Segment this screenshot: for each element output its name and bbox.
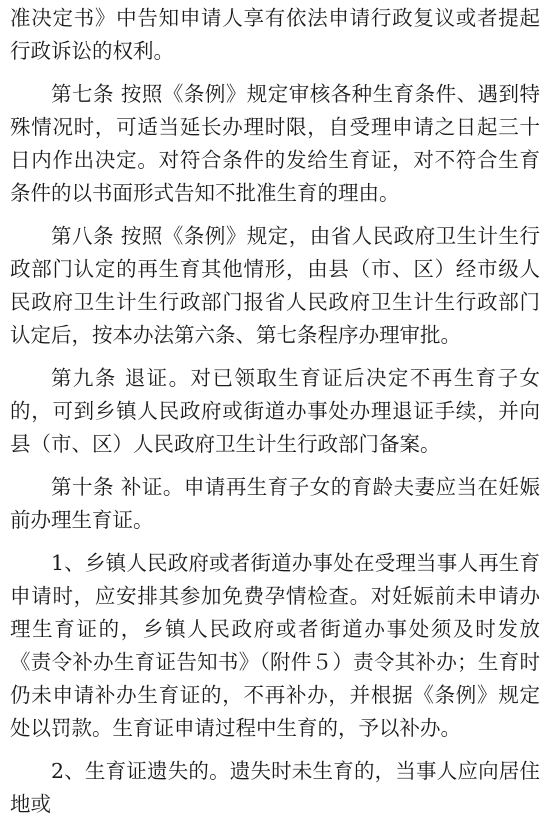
paragraph-article-10: 第十条 补证。申请再生育子女的育龄夫妻应当在妊娠前办理生育证。 [10,475,540,532]
paragraph-article-9: 第九条 退证。对已领取生育证后决定不再生育子女的，可到乡镇人民政府或街道办事处办理退证手续，并向县（市、区）人民政府卫生计生行政部门备案。 [10,366,540,456]
paragraph-article-7: 第七条 按照《条例》规定审核各种生育条件、遇到特殊情况时，可适当延长办理时限，自受理申请之日起三十日内作出决定。对符合条件的发给生育证，对不符合生育条件的以书面形式告知不批准生育的理由。 [10,82,540,205]
paragraph-item-1: 1、乡镇人民政府或者街道办事处在受理当事人再生育申请时，应安排其参加免费孕情检查。对妊娠前未申请办理生育证的，乡镇人民政府或者街道办事处须及时发放《责令补办生育证告知书》（附件５）责令其补办；生育时仍未申请补办生育证的，不再补办，并根据《条例》规定处以罚款。生育证申请过程中生育的，予以补办。 [10,551,540,740]
paragraph-item-2: 2、生育证遗失的。遗失时未生育的，当事人应向居住地或 [10,759,540,816]
paragraph-article-8: 第八条 按照《条例》规定，由省人民政府卫生计生行政部门认定的再生育其他情形，由县（市、区）经市级人民政府卫生计生行政部门报省人民政府卫生计生行政部门认定后，按本办法第六条、第七条程序办理审批。 [10,224,540,347]
paragraph-continuation: 准决定书》中告知申请人享有依法申请行政复议或者提起行政诉讼的权利。 [10,6,540,63]
